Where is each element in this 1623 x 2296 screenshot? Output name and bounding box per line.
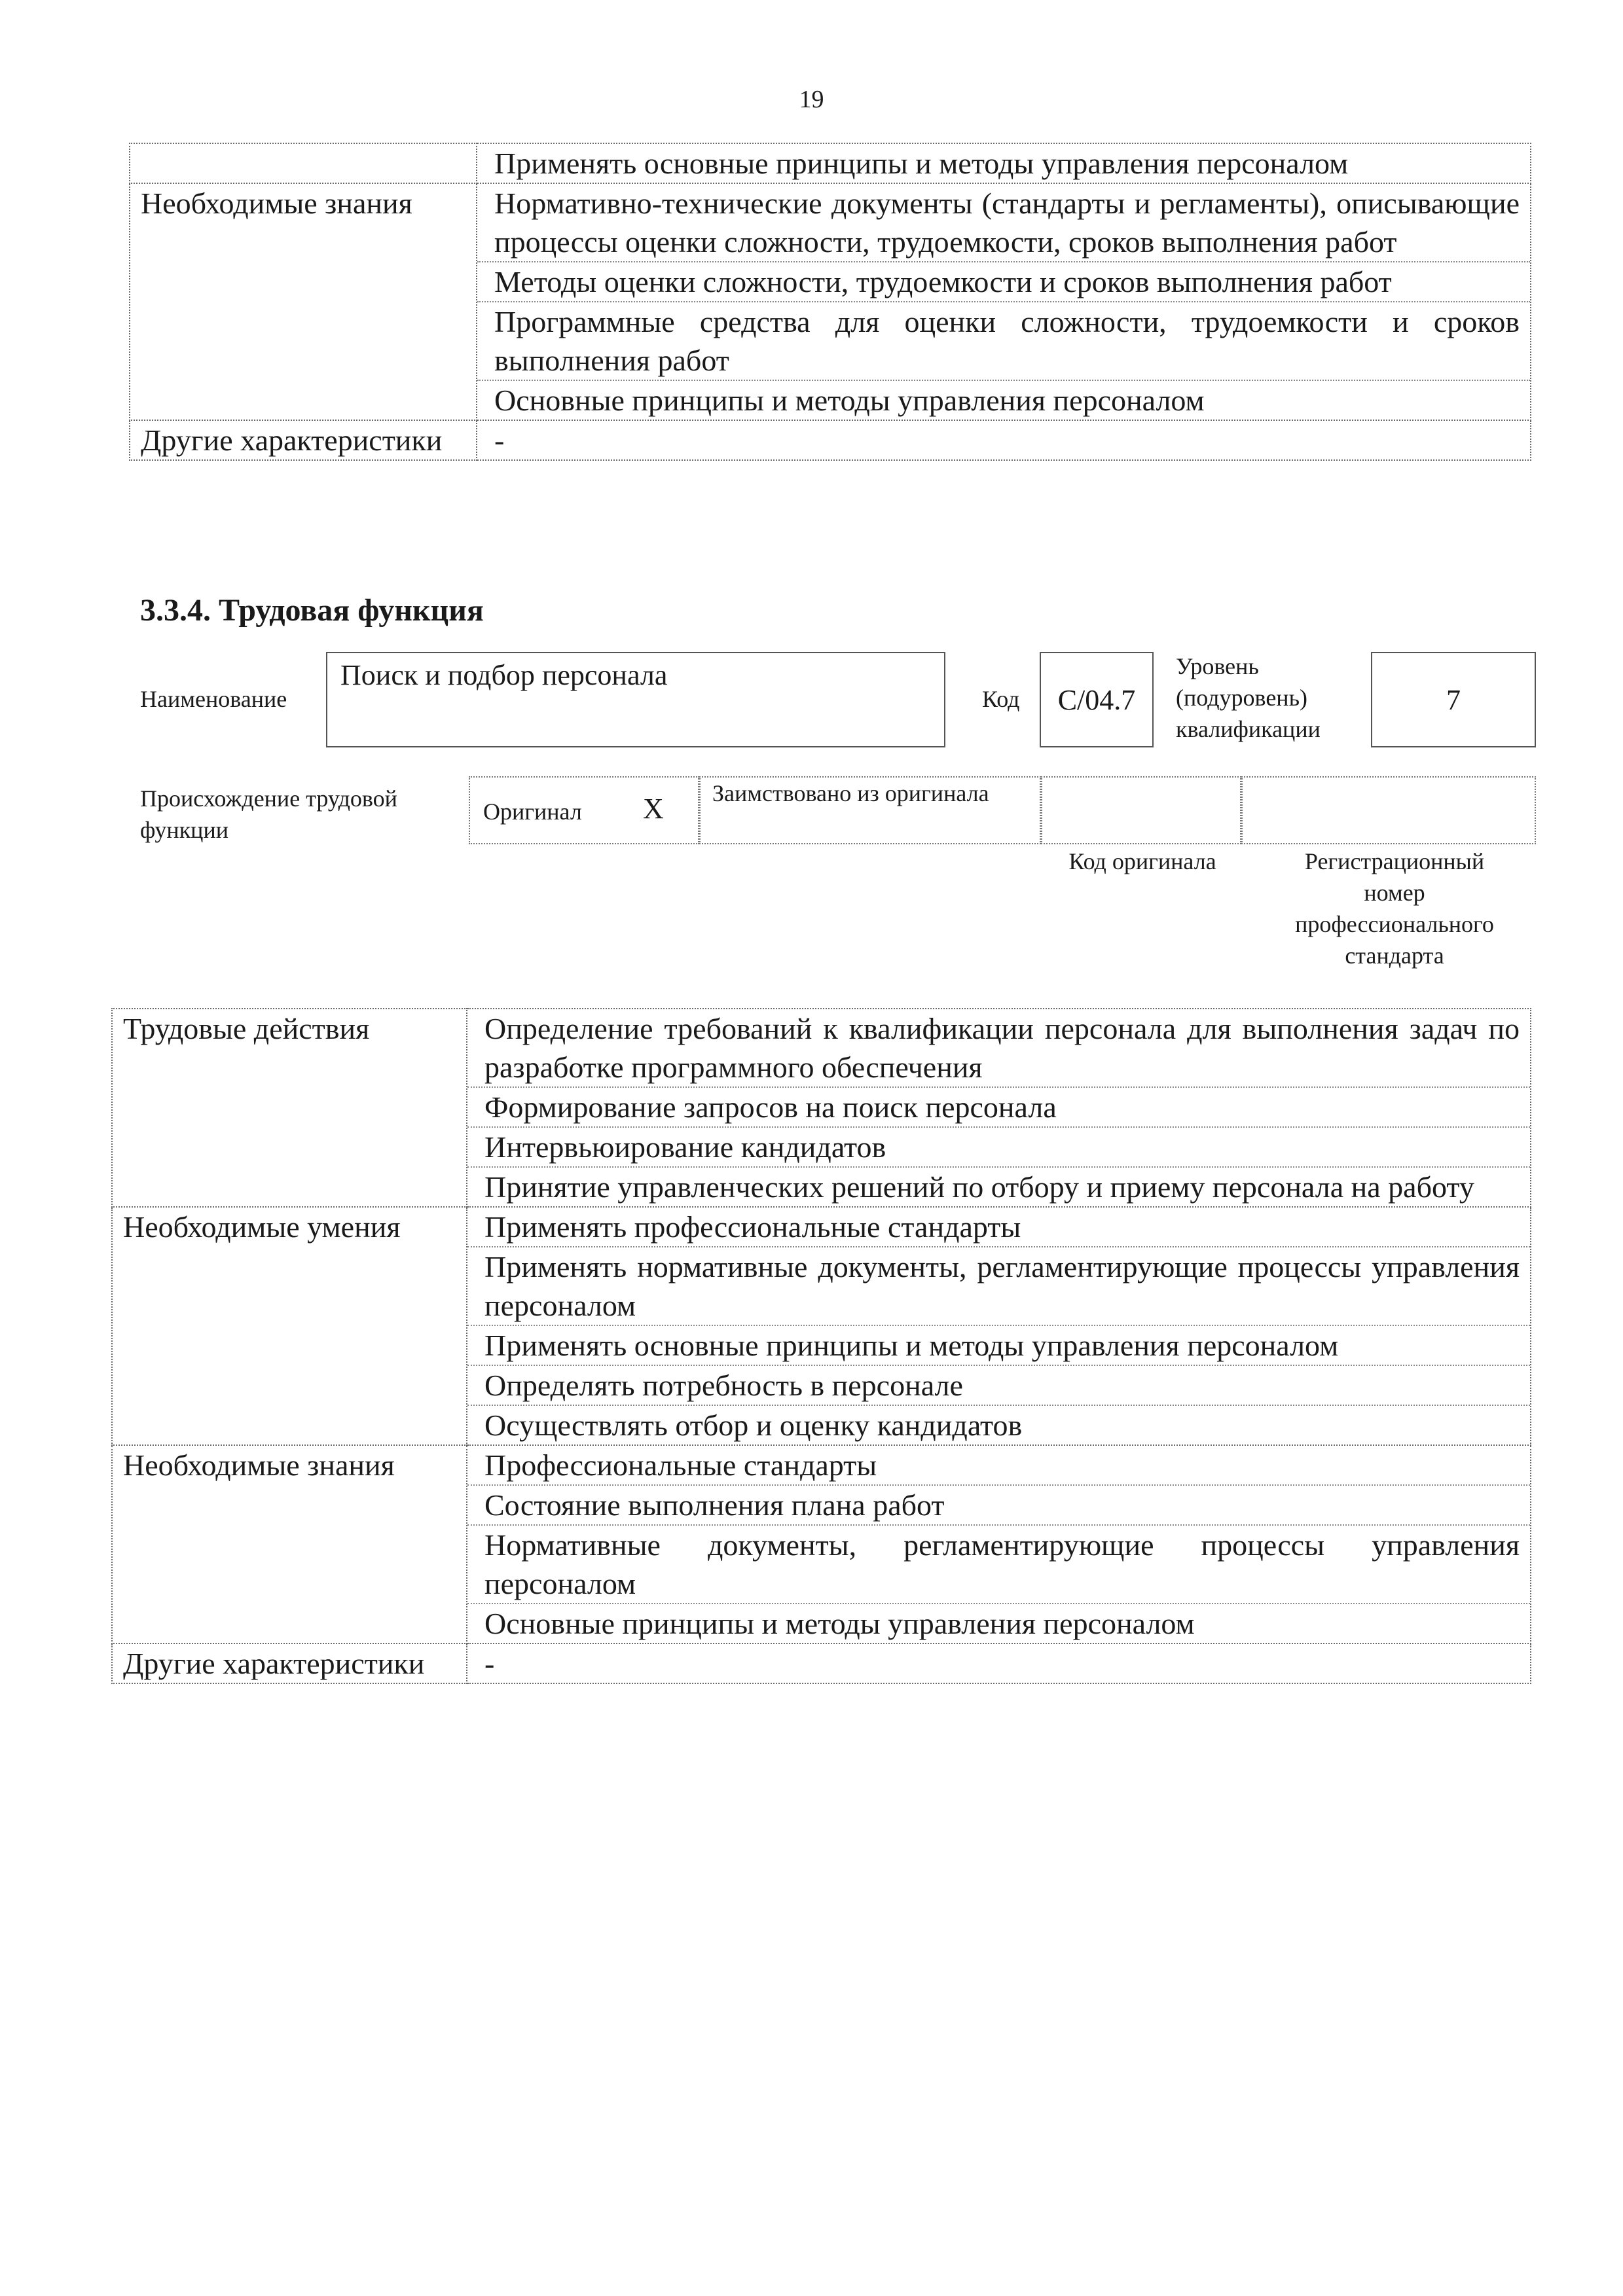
row-label: Необходимые умения (112, 1207, 467, 1445)
table-row (112, 1207, 1531, 1445)
list-item: Методы оценки сложности, трудоемкости и сроков выполнения работ (477, 261, 1530, 301)
name-label: Наименование (140, 686, 287, 712)
section-heading: 3.3.4. Трудовая функция (140, 593, 484, 628)
list-item: Основные принципы и методы управления персоналом (467, 1603, 1530, 1643)
level-label: Уровень (подуровень) квалификации (1176, 653, 1321, 742)
row-items (467, 1643, 1531, 1683)
borrowed-cell (699, 776, 1041, 844)
continuation-table (129, 143, 1531, 461)
list-item: Определение требований к квалификации персонала для выполнения задач по разработке программного обеспечения (484, 1012, 1520, 1084)
level-value: 7 (1446, 683, 1461, 716)
list-item: Применять основные принципы и методы управления персоналом (494, 147, 1349, 180)
table-row (130, 183, 1531, 420)
reg-number-label: Регистрационный номер профессионального стандарта (1295, 848, 1494, 969)
original-label: Оригинал (483, 798, 582, 825)
table-row (112, 1445, 1531, 1643)
function-name: Поиск и подбор персонала (340, 659, 668, 691)
list-item: Интервьюирование кандидатов (467, 1126, 1530, 1166)
row-items (477, 420, 1531, 460)
row-label: Другие характеристики (112, 1643, 467, 1683)
table-row (130, 420, 1531, 460)
page-number: 19 (799, 86, 824, 113)
row-items (467, 1207, 1531, 1445)
code-value: C/04.7 (1057, 683, 1136, 716)
list-item: Применять основные принципы и методы управления персоналом (467, 1325, 1530, 1365)
row-items (467, 1445, 1531, 1643)
list-item: Нормативно-технические документы (стандарты и регламенты), описывающие процессы оценки сложности, трудоемкости, сроков выполнения работ (494, 187, 1520, 259)
list-item: Профессиональные стандарты (484, 1448, 877, 1482)
labor-function-table (111, 1008, 1531, 1684)
borrowed-label: Заимствовано из оригинала (712, 780, 989, 806)
table-row (112, 1643, 1531, 1683)
row-label: Трудовые действия (112, 1009, 467, 1207)
list-item: Применять нормативные документы, регламентирующие процессы управления персоналом (467, 1246, 1530, 1325)
list-item: Осуществлять отбор и оценку кандидатов (467, 1405, 1530, 1444)
table-row (112, 1009, 1531, 1207)
list-item: - (494, 423, 505, 457)
table-body (130, 143, 1531, 460)
row-label: Необходимые знания (130, 183, 477, 420)
list-item: Нормативные документы, регламентирующие процессы управления персоналом (467, 1524, 1530, 1603)
list-item: Основные принципы и методы управления персоналом (477, 380, 1530, 420)
row-label: Другие характеристики (130, 420, 477, 460)
list-item: Принятие управленческих решений по отбору и приему персонала на работу (467, 1166, 1530, 1206)
list-item: Состояние выполнения плана работ (467, 1484, 1530, 1524)
orig-code-label: Код оригинала (1068, 848, 1216, 874)
row-items (477, 183, 1531, 420)
reg-number-cell (1241, 776, 1536, 844)
list-item: - (484, 1647, 495, 1680)
row-items (477, 143, 1531, 183)
list-item: Определять потребность в персонале (467, 1365, 1530, 1405)
level-box (1371, 652, 1536, 747)
original-code-cell (1041, 776, 1241, 844)
table-row (130, 143, 1531, 183)
table-body (112, 1009, 1531, 1683)
list-item: Программные средства для оценки сложности, трудоемкости и сроков выполнения работ (477, 301, 1530, 380)
row-label: Необходимые знания (112, 1445, 467, 1643)
list-item: Применять профессиональные стандарты (484, 1210, 1021, 1244)
row-label (130, 143, 477, 183)
code-label: Код (982, 686, 1020, 712)
code-box (1040, 652, 1154, 747)
original-cell (469, 776, 699, 844)
row-items (467, 1009, 1531, 1207)
origin-label: Происхождение трудовой функции (140, 785, 397, 843)
name-box (326, 652, 945, 747)
list-item: Формирование запросов на поиск персонала (467, 1086, 1530, 1126)
original-mark: X (643, 793, 664, 825)
